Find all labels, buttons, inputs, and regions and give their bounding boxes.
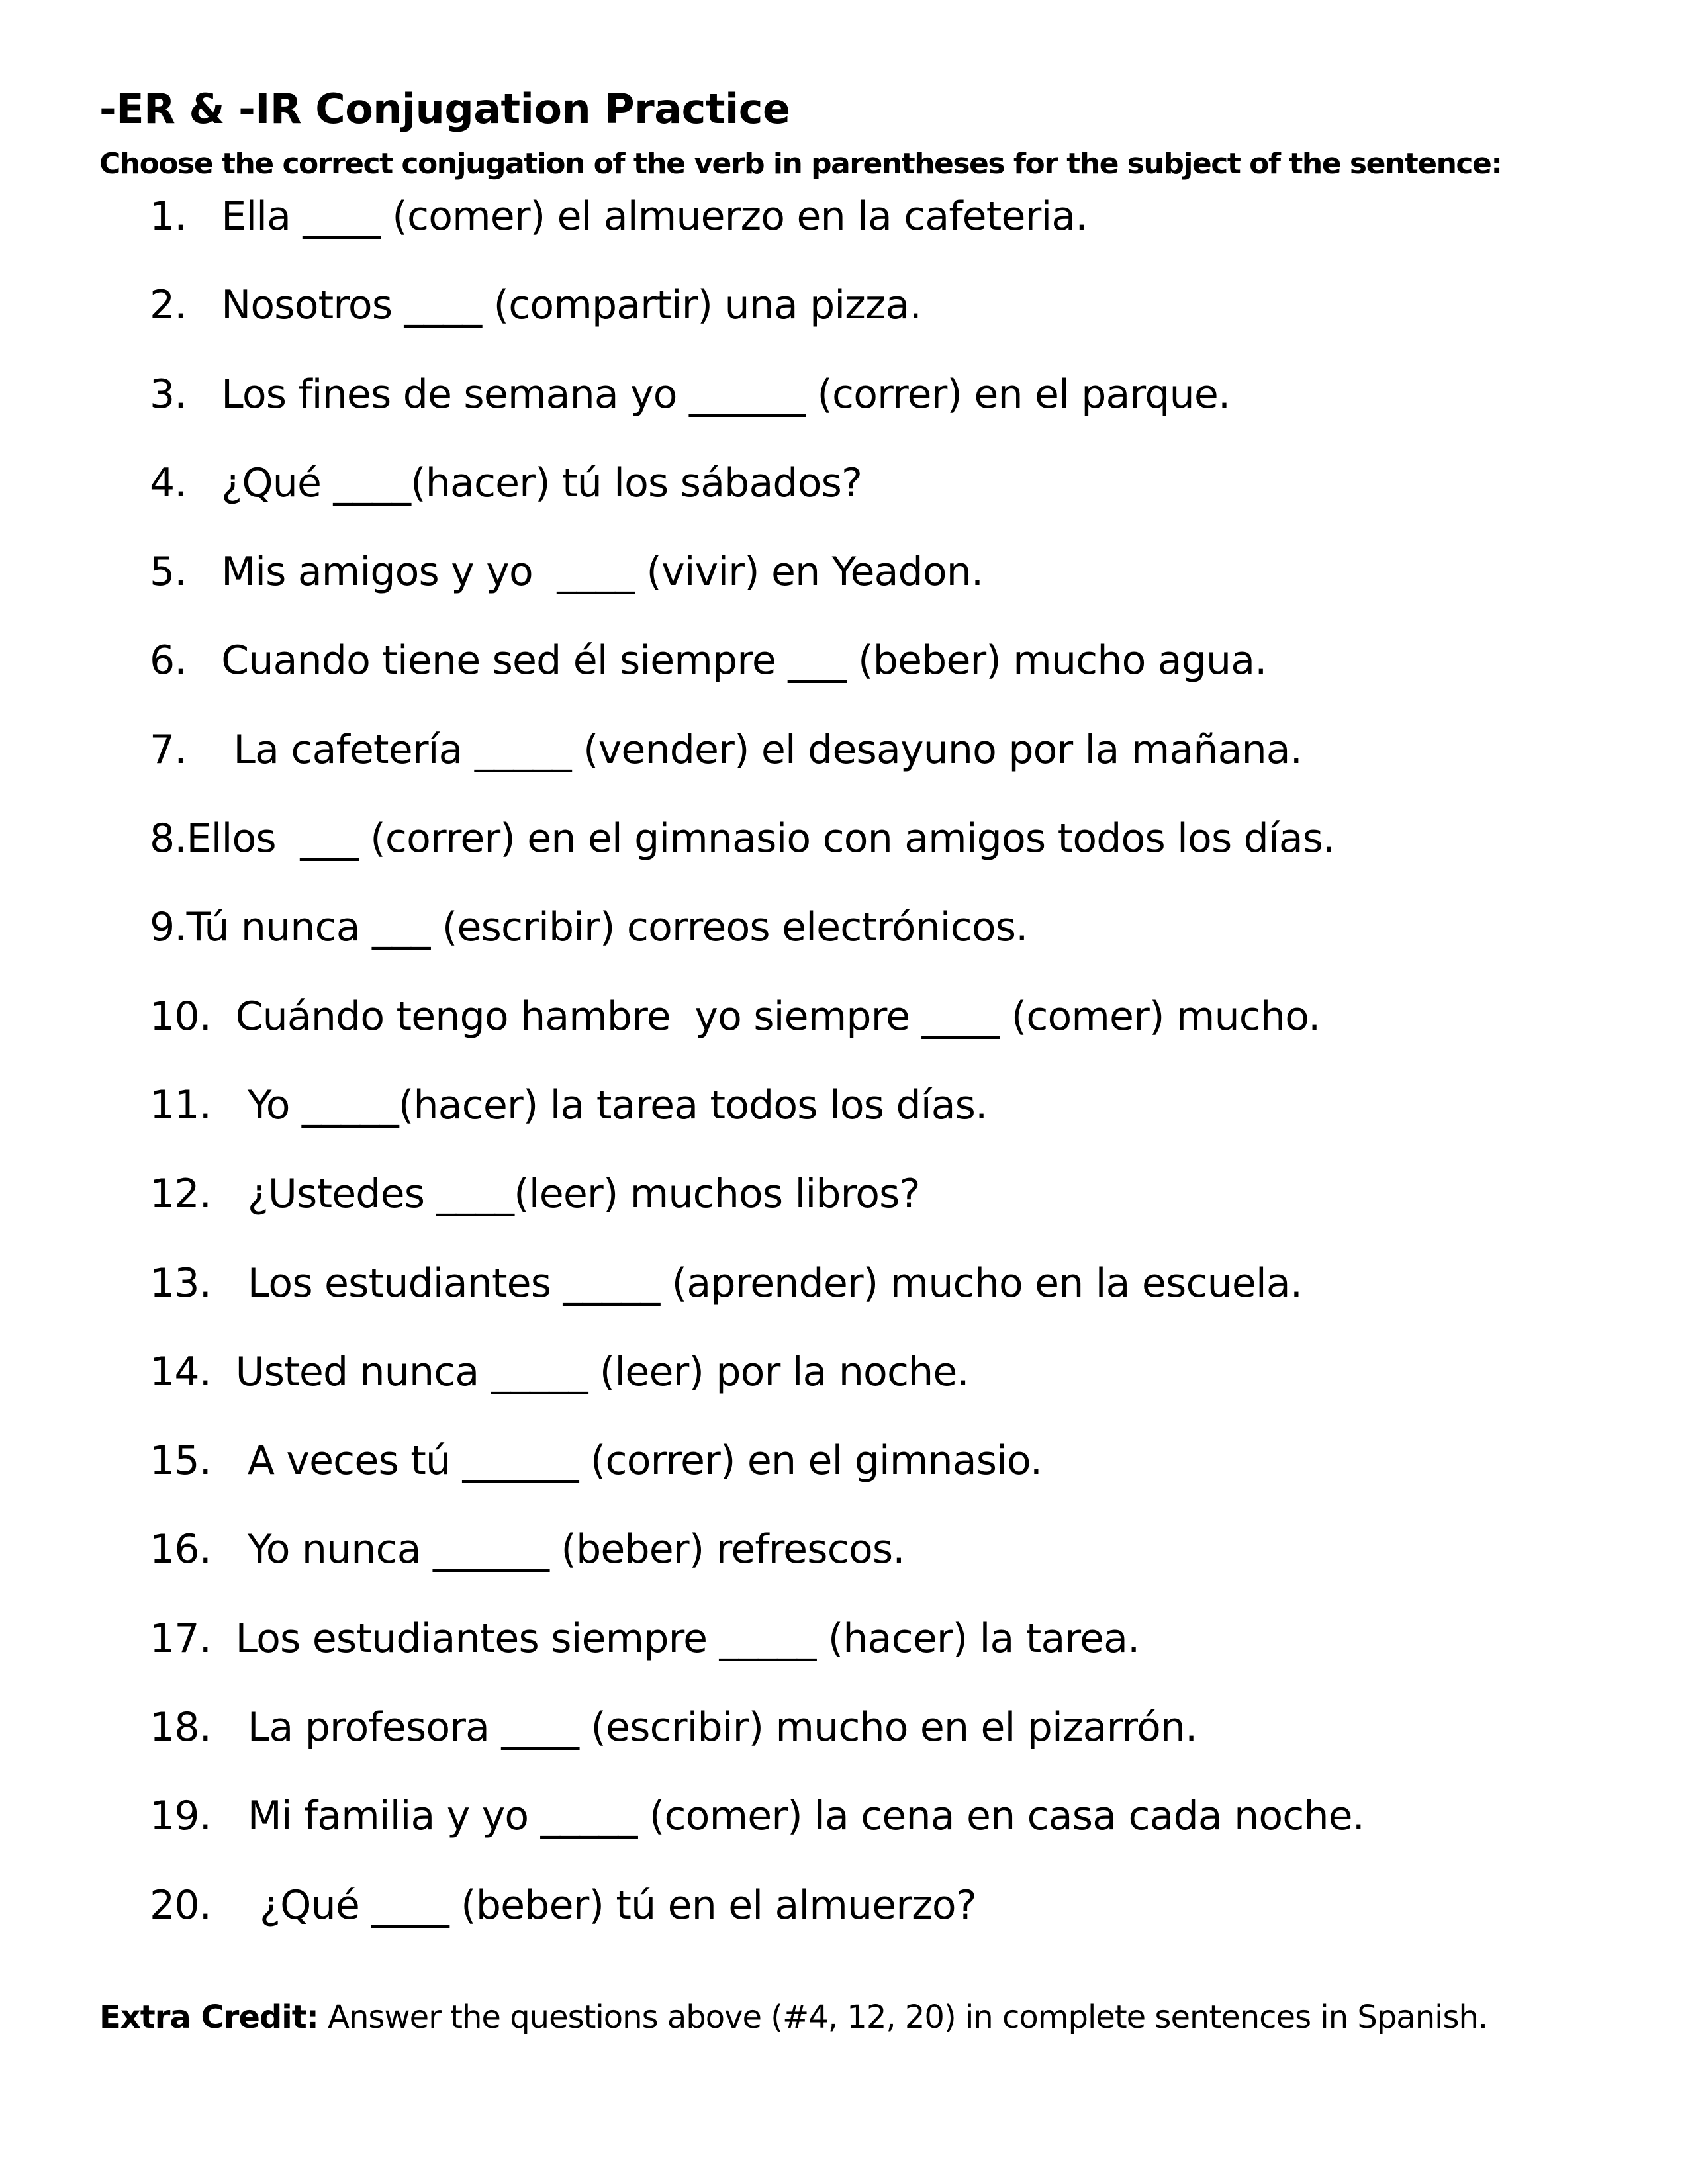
question-text: A veces tú ______ (correr) en el gimnasio. [211,1437,1043,1484]
question-text: Tú nunca ___ (escribir) correos electrónicos. [186,904,1028,951]
question-number: 10. [150,993,212,1040]
question-item [150,1876,1639,1964]
question-text: Ella ____ (comer) el almuerzo en la cafeteria. [209,193,1088,240]
question-number: 9. [150,904,187,951]
question-number: 18. [150,1704,212,1751]
question-number: 20. [150,1882,212,1929]
question-number: 4. [150,459,187,506]
question-item [150,1253,1639,1342]
question-number: 2. [150,282,187,329]
question-text: Los estudiantes siempre _____ (hacer) la tarea. [211,1615,1140,1662]
question-text: Nosotros ____ (compartir) una pizza. [209,282,921,329]
question-item [150,1609,1639,1698]
extra-credit-text: Answer the questions above (#4, 12, 20) in complete sentences in Spanish. [318,1999,1488,2036]
question-text: Mis amigos y yo ____ (vivir) en Yeadon. [209,549,984,596]
question-item [150,1075,1639,1164]
question-number: 12. [150,1171,212,1218]
question-number: 13. [150,1259,212,1306]
page-title: -ER & -IR Conjugation Practice [99,85,790,133]
extra-credit-label: Extra Credit: [99,1999,318,2036]
question-number: 8. [150,815,187,862]
question-item [150,275,1639,364]
instructions: Choose the correct conjugation of the verb in parentheses for the subject of the sentence: [99,147,1502,181]
question-item [150,1342,1639,1431]
extra-credit [99,1999,1487,2036]
question-item [150,1520,1639,1608]
question-item [150,187,1639,275]
question-text: Usted nunca _____ (leer) por la noche. [211,1348,969,1395]
question-number: 1. [150,193,187,240]
question-text: ¿Qué ____(hacer) tú los sábados? [209,459,863,506]
question-item [150,1431,1639,1520]
question-number: 15. [150,1437,212,1484]
question-text: Ellos ___ (correr) en el gimnasio con amigos todos los días. [186,815,1335,862]
question-text: Cuándo tengo hambre yo siempre ____ (comer) mucho. [211,993,1321,1040]
question-text: Yo _____(hacer) la tarea todos los días. [211,1081,988,1128]
question-text: Los estudiantes _____ (aprender) mucho en la escuela. [211,1259,1303,1306]
question-number: 3. [150,371,187,418]
question-item [150,631,1639,719]
question-item [150,453,1639,542]
question-text: Los fines de semana yo ______ (correr) en el parque. [209,371,1231,418]
question-text: Yo nunca ______ (beber) refrescos. [211,1526,905,1573]
question-item [150,720,1639,809]
question-item [150,1164,1639,1253]
question-text: ¿Qué ____ (beber) tú en el almuerzo? [211,1882,976,1929]
question-number: 16. [150,1526,212,1573]
question-text: La profesora ____ (escribir) mucho en el pizarrón. [211,1704,1197,1751]
question-number: 6. [150,637,187,684]
question-number: 7. [150,726,187,773]
question-item [150,987,1639,1075]
question-list [150,187,1639,1964]
question-text: Cuando tiene sed él siempre ___ (beber) mucho agua. [209,637,1267,684]
question-number: 14. [150,1348,212,1395]
question-item [150,809,1639,897]
question-item [150,1786,1639,1875]
question-text: Mi familia y yo _____ (comer) la cena en casa cada noche. [211,1793,1365,1840]
question-number: 19. [150,1793,212,1840]
question-item [150,365,1639,453]
question-number: 17. [150,1615,212,1662]
question-text: ¿Ustedes ____(leer) muchos libros? [211,1171,920,1218]
question-item [150,1698,1639,1786]
question-number: 11. [150,1081,212,1128]
question-text: La cafetería _____ (vender) el desayuno por la mañana. [209,726,1303,773]
question-number: 5. [150,549,187,596]
question-item [150,542,1639,631]
question-item [150,897,1639,986]
